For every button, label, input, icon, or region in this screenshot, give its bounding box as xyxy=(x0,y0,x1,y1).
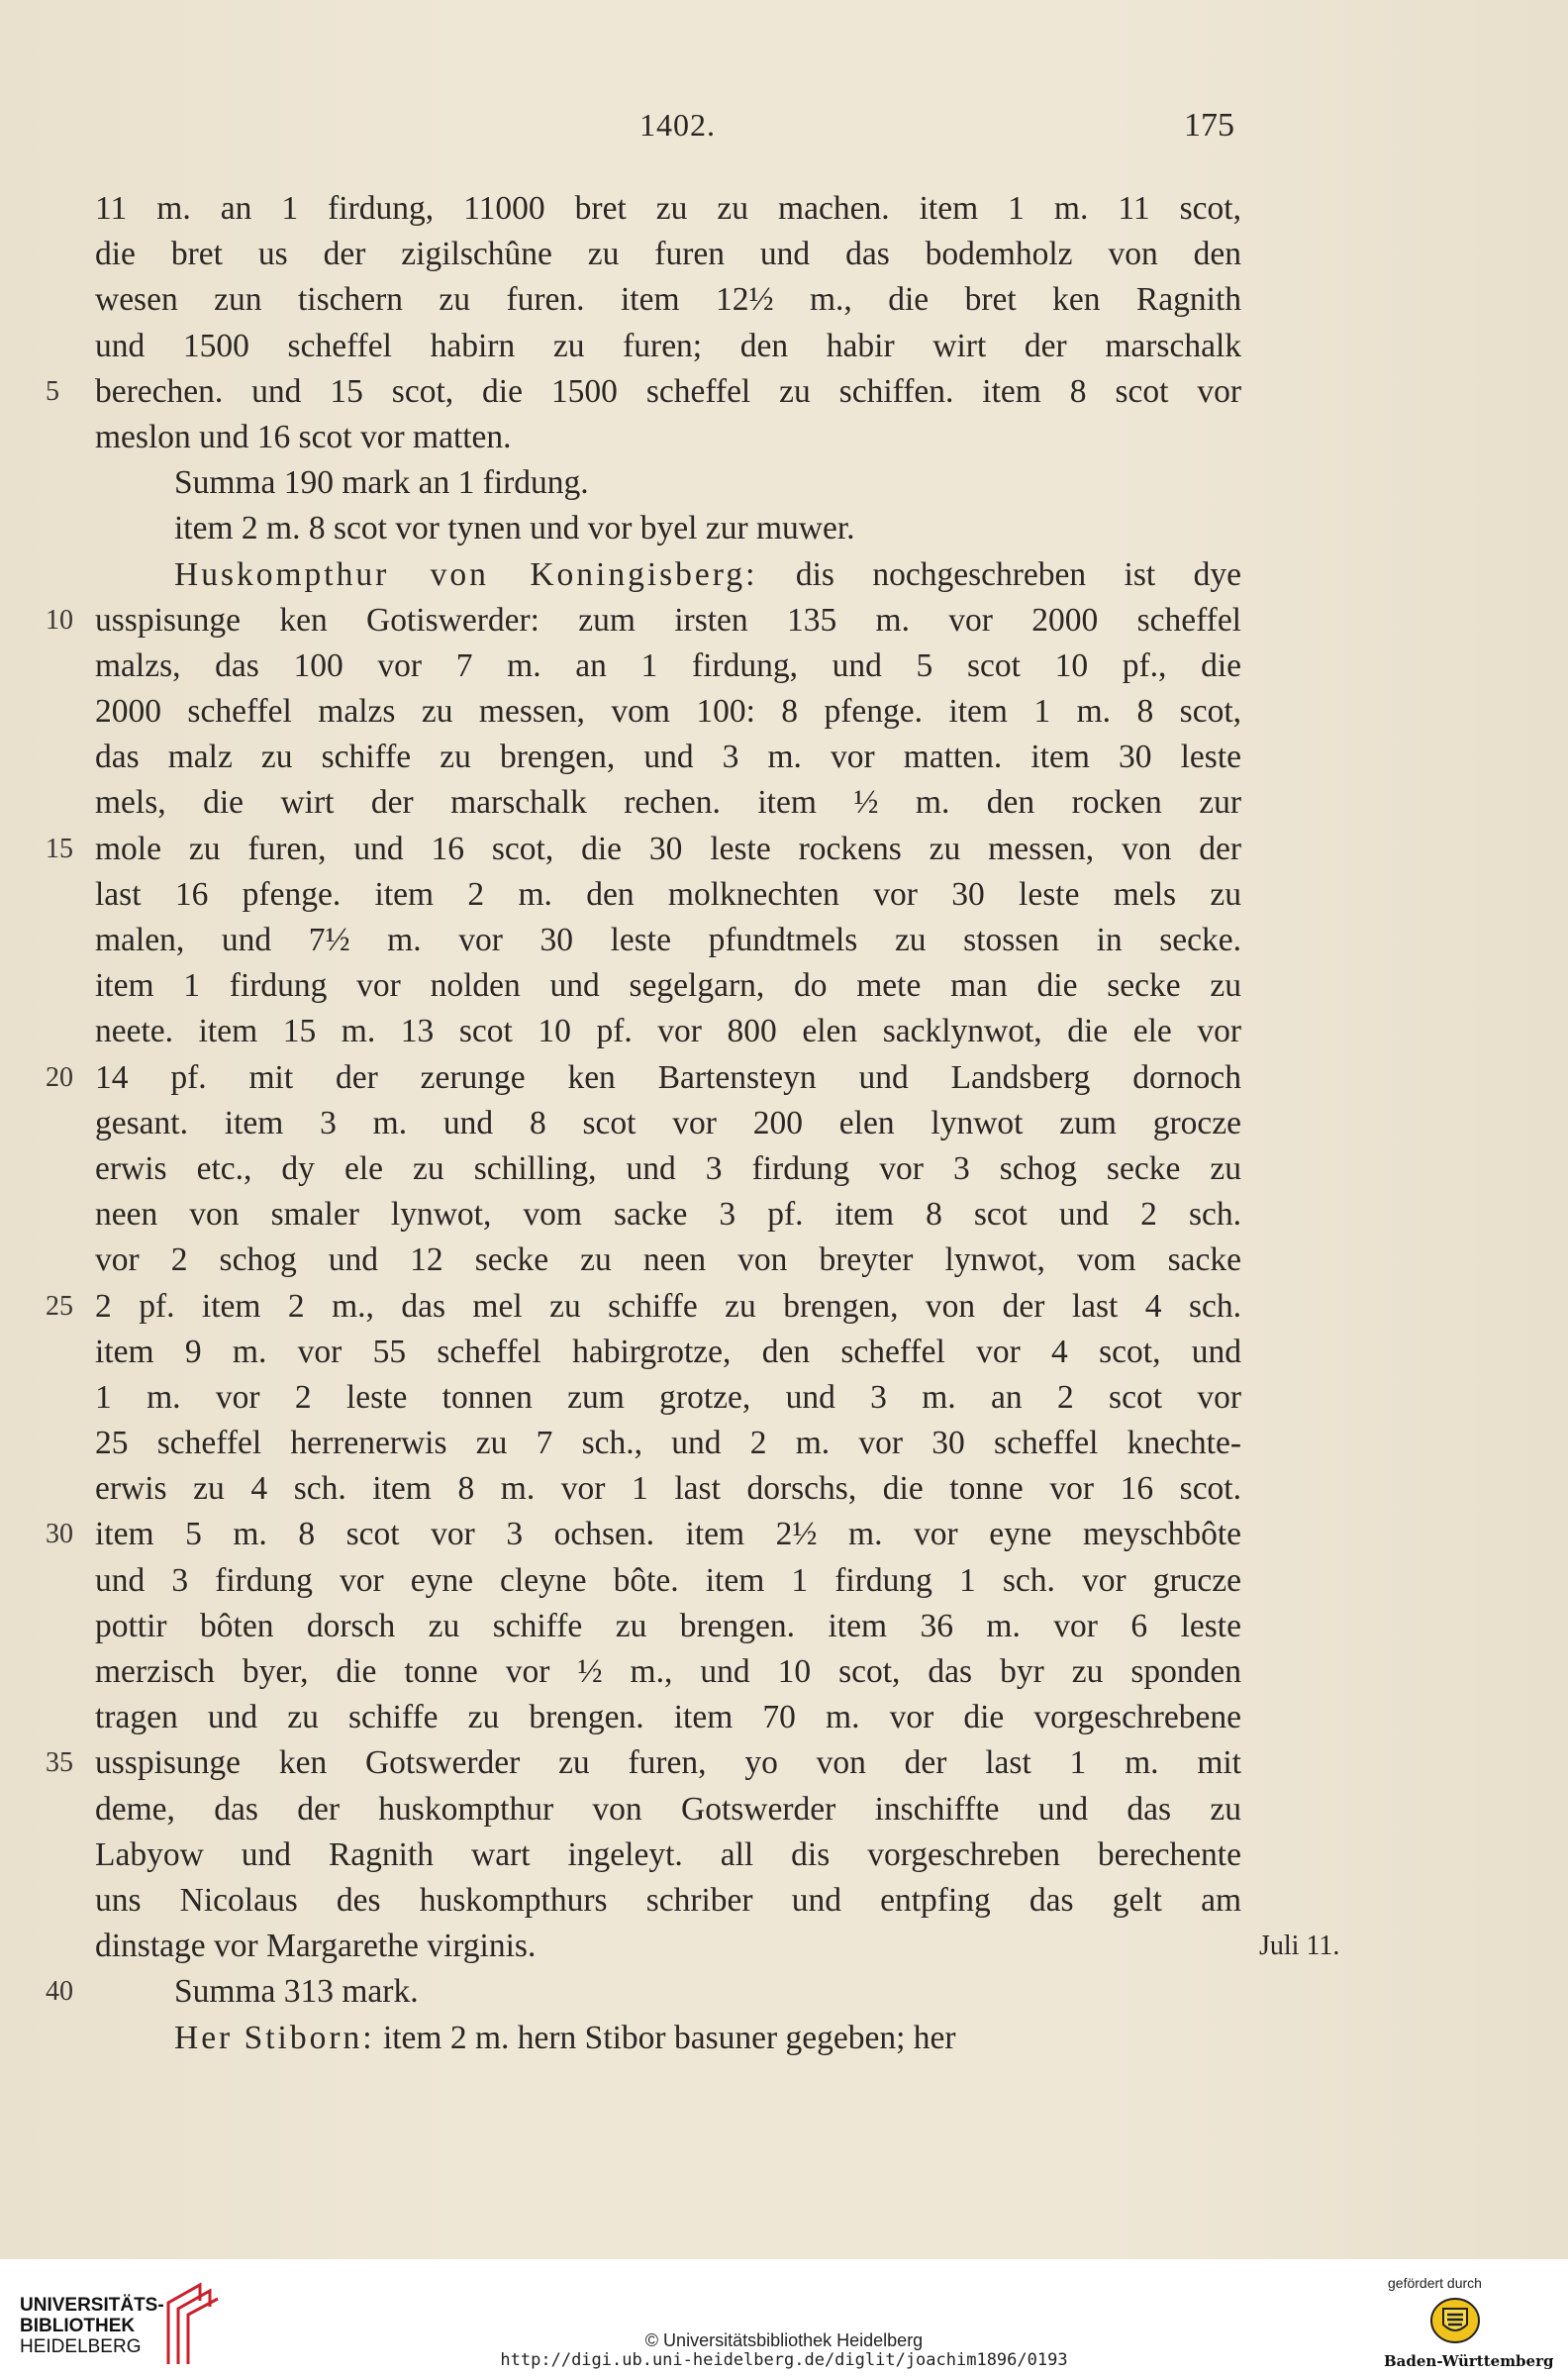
line-text: und 1500 scheffel habirn zu furen; den habir wirt der marschalk xyxy=(95,327,1241,364)
line-text: meslon und 16 scot vor matten. xyxy=(95,418,512,455)
line-text: 2 pf. item 2 m., das mel zu schiffe zu brengen, von der last 4 sch. xyxy=(95,1287,1241,1325)
margin-date-note: Juli 11. xyxy=(1259,1930,1340,1962)
line-text: item 2 m. 8 scot vor tynen und vor byel zur muwer. xyxy=(174,510,855,547)
line-text: vor 2 schog und 12 secke zu neen von breyter lynwot, vom sacke xyxy=(95,1241,1241,1279)
line-text-rest: item 2 m. hern Stibor basuner gegeben; her xyxy=(374,2019,956,2056)
text-line xyxy=(0,1878,1568,1924)
line-text: 2000 scheffel malzs zu messen, vom 100: 8 pfenge. item 1 m. 8 scot, xyxy=(95,693,1241,731)
line-text: pottir bôten dorsch zu schiffe zu brengen. item 36 m. vor 6 leste xyxy=(95,1607,1241,1644)
line-text: item 9 m. vor 55 scheffel habirgrotze, den scheffel vor 4 scot, und xyxy=(95,1333,1241,1370)
footer-bar xyxy=(0,2259,1568,2376)
line-text: Labyow und Ragnith wart ingeleyt. all dis vorgeschreben berechente xyxy=(95,1835,1241,1873)
header-year: 1402. xyxy=(639,107,716,143)
document-body xyxy=(0,186,1568,2061)
library-name-line3: HEIDELBERG xyxy=(20,2336,142,2357)
library-name-line2: BIBLIOTHEK xyxy=(20,2316,136,2336)
line-text: neen von smaler lynwot, vom sacke 3 pf. item 8 scot und 2 sch. xyxy=(95,1196,1241,1234)
text-line xyxy=(0,1284,1568,1330)
text-line xyxy=(0,506,1568,551)
line-text: malen, und 7½ m. vor 30 leste pfundtmels zu stossen in secke. xyxy=(95,922,1241,958)
line-text: 25 scheffel herrenerwis zu 7 sch., und 2 m. vor 30 scheffel knechte- xyxy=(95,1425,1241,1462)
text-line xyxy=(0,827,1568,872)
text-line xyxy=(0,552,1568,598)
line-text: das malz zu schiffe zu brengen, und 3 m. vor matten. item 30 leste xyxy=(95,739,1241,776)
line-number: 20 xyxy=(46,1061,73,1093)
section-heading: Huskompthur von Koningisberg: xyxy=(174,555,758,593)
text-line xyxy=(0,1466,1568,1512)
line-text: usspisunge ken Gotiswerder: zum irsten 135 m. vor 2000 scheffel xyxy=(95,601,1241,639)
line-text: mels, die wirt der marschalk rechen. item ½ m. den rocken zur xyxy=(95,784,1241,822)
text-line xyxy=(0,1055,1568,1101)
running-header xyxy=(0,107,1568,147)
text-line xyxy=(0,1192,1568,1238)
line-text: item 5 m. 8 scot vor 3 ochsen. item 2½ m. vor eyne meyschbôte xyxy=(95,1516,1241,1553)
line-text: uns Nicolaus des huskompthurs schriber und entpfing das gelt am xyxy=(95,1881,1241,1919)
line-text: Summa 313 mark. xyxy=(174,1973,419,2011)
permalink-url[interactable]: http://digi.ub.uni-heidelberg.de/diglit/joachim1896/0193 xyxy=(500,2350,1068,2370)
text-line xyxy=(0,1512,1568,1557)
text-line xyxy=(0,1375,1568,1421)
line-number: 5 xyxy=(46,375,59,407)
text-line xyxy=(0,277,1568,323)
line-text: neete. item 15 m. 13 scot 10 pf. vor 800 elen sacklynwot, die ele vor xyxy=(95,1013,1241,1050)
text-line xyxy=(0,1832,1568,1878)
line-text: wesen zun tischern zu furen. item 12½ m., die bret ken Ragnith xyxy=(95,281,1241,319)
text-line xyxy=(0,2016,1568,2061)
line-text: erwis etc., dy ele zu schilling, und 3 firdung vor 3 schog secke zu xyxy=(95,1149,1241,1187)
text-line xyxy=(0,1969,1568,2015)
line-text xyxy=(174,552,1241,598)
text-line xyxy=(0,1146,1568,1192)
sponsor-name: Baden-Württemberg xyxy=(1384,2352,1554,2370)
line-text: und 3 firdung vor eyne cleyne bôte. item 1 firdung 1 sch. vor grucze xyxy=(95,1561,1241,1599)
text-line xyxy=(0,186,1568,232)
line-number: 35 xyxy=(46,1747,73,1779)
line-text: last 16 pfenge. item 2 m. den molknechten vor 30 leste mels zu xyxy=(95,875,1241,913)
text-line xyxy=(0,918,1568,963)
line-text: 14 pf. mit der zerunge ken Bartensteyn und Landsberg dornoch xyxy=(95,1058,1241,1096)
line-text: dinstage vor Margarethe virginis. xyxy=(95,1928,537,1965)
text-line xyxy=(0,1330,1568,1375)
sponsor-label: gefördert durch xyxy=(1388,2275,1482,2291)
text-line xyxy=(0,598,1568,644)
text-line xyxy=(0,1740,1568,1786)
text-line xyxy=(0,324,1568,369)
line-number: 30 xyxy=(46,1519,73,1550)
text-line xyxy=(0,369,1568,415)
page-number: 175 xyxy=(1184,107,1234,144)
line-text: die bret us der zigilschûne zu furen und das bodemholz von den xyxy=(95,236,1241,273)
text-line xyxy=(0,1604,1568,1649)
line-text: Summa 190 mark an 1 firdung. xyxy=(174,464,589,502)
text-line xyxy=(0,1101,1568,1146)
text-line xyxy=(0,1558,1568,1604)
text-line xyxy=(0,1238,1568,1283)
text-line xyxy=(0,415,1568,460)
line-number: 25 xyxy=(46,1290,73,1322)
text-line xyxy=(0,872,1568,918)
text-line xyxy=(0,232,1568,277)
text-line xyxy=(0,780,1568,826)
line-text: gesant. item 3 m. und 8 scot vor 200 elen lynwot zum grocze xyxy=(95,1104,1241,1141)
line-text: berechen. und 15 scot, die 1500 scheffel zu schiffen. item 8 scot vor xyxy=(95,372,1241,410)
text-line xyxy=(0,644,1568,689)
line-text: usspisunge ken Gotswerder zu furen, yo von der last 1 m. mit xyxy=(95,1744,1241,1782)
state-coat-of-arms-icon xyxy=(1429,2295,1481,2346)
line-text: mole zu furen, und 16 scot, die 30 leste rockens zu messen, von der xyxy=(95,830,1241,867)
text-line xyxy=(0,1421,1568,1466)
section-heading: Her Stiborn: xyxy=(174,2019,375,2056)
line-number: 40 xyxy=(46,1976,73,2008)
line-text: malzs, das 100 vor 7 m. an 1 firdung, und 5 scot 10 pf., die xyxy=(95,646,1241,684)
text-line xyxy=(0,963,1568,1009)
line-number: 10 xyxy=(46,604,73,636)
copyright-notice: © Universitätsbibliothek Heidelberg xyxy=(644,2330,924,2350)
line-text: erwis zu 4 sch. item 8 m. vor 1 last dorschs, die tonne vor 16 scot. xyxy=(95,1470,1241,1508)
text-line xyxy=(0,1924,1568,1969)
line-text: 11 m. an 1 firdung, 11000 bret zu zu machen. item 1 m. 11 scot, xyxy=(95,190,1241,227)
text-line xyxy=(0,460,1568,506)
library-name-line1: UNIVERSITÄTS- xyxy=(20,2295,164,2316)
text-line xyxy=(0,1787,1568,1832)
text-line xyxy=(0,1695,1568,1740)
line-text: 1 m. vor 2 leste tonnen zum grotze, und 3 m. an 2 scot vor xyxy=(95,1378,1241,1416)
line-text-rest: dis nochgeschreben ist dye xyxy=(757,555,1241,593)
line-number: 15 xyxy=(46,833,73,864)
line-text xyxy=(174,2016,1241,2061)
line-text: deme, das der huskompthur von Gotswerder inschiffte und das zu xyxy=(95,1790,1241,1828)
text-line xyxy=(0,1649,1568,1695)
line-text: item 1 firdung vor nolden und segelgarn, do mete man die secke zu xyxy=(95,967,1241,1005)
line-text: tragen und zu schiffe zu brengen. item 70 m. vor die vorgeschrebene xyxy=(95,1699,1241,1736)
text-line xyxy=(0,1009,1568,1054)
text-line xyxy=(0,735,1568,780)
text-line xyxy=(0,689,1568,735)
line-text: merzisch byer, die tonne vor ½ m., und 10 scot, das byr zu sponden xyxy=(95,1653,1241,1690)
